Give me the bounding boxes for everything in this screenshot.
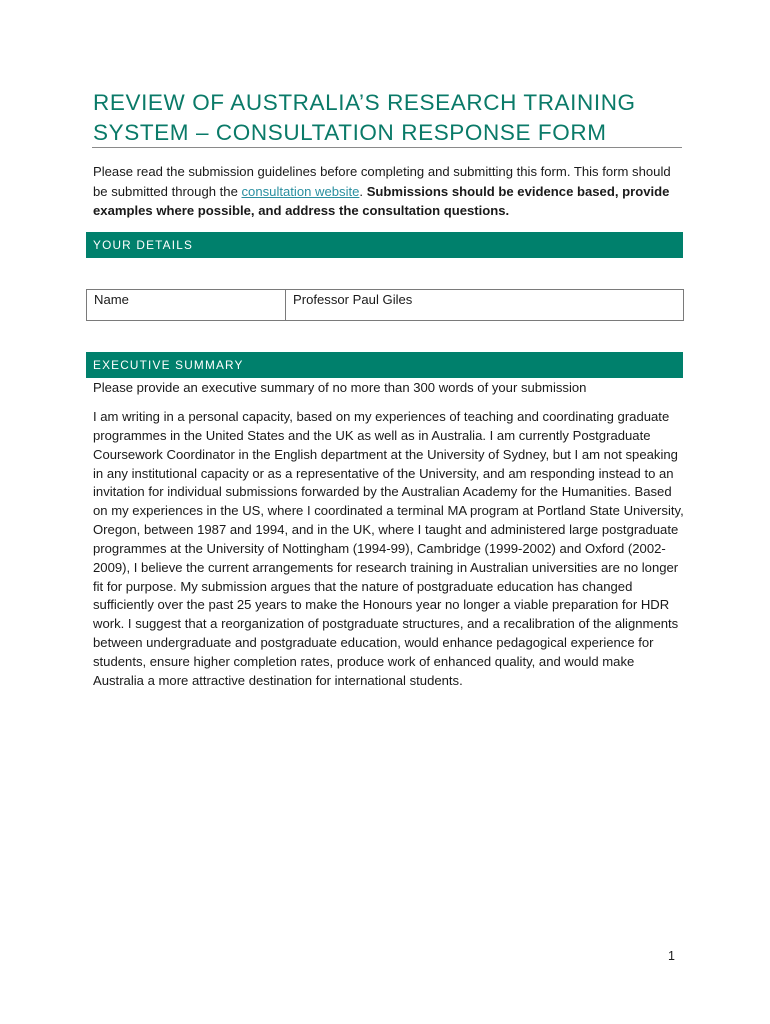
name-label: Name — [87, 290, 286, 320]
page-number: 1 — [668, 949, 675, 963]
consultation-website-link[interactable]: consultation website — [241, 183, 360, 199]
summary-prompt: Please provide an executive summary of no more than 300 words of your submission — [93, 380, 587, 395]
intro-paragraph — [93, 162, 688, 221]
intro-bold-text: Submissions should be evidence based, provide examples where possible, and address the consultation questions. — [93, 183, 670, 218]
title-divider — [92, 147, 682, 148]
summary-body[interactable]: I am writing in a personal capacity, based on my experiences of teaching and coordinating graduate programmes in the United States and the UK as well as in Australia. I am currently Postgraduate Coursework Coordinator in the English department at the University of Sydney, but I am not speaking in any institutional capacity or as a representative of the University, and am responding instead to an invitation for individual submissions forwarded by the Australian Academy for the Humanities. Based on my experiences in the US, where I coordinated a terminal MA program at Portland State University, Oregon, between 1987 and 1994, and in the UK, where I taught and administered large postgraduate programmes at the University of Nottingham (1994-99), Cambridge (1999-2002) and Oxford (2002-2009), I believe the current arrangements for research training in Australian universities are no longer fit for purpose. My submission argues that the nature of postgraduate education has changed sufficiently over the past 25 years to make the Honours year no longer a viable preparation for HDR work. I suggest that a reorganization of postgraduate structures, and a recalibration of the alignments between undergraduate and postgraduate education, would enhance pedagogical experience for students, ensure higher completion rates, produce work of enhanced quality, and would make Australia a more attractive destination for international students. — [93, 409, 684, 688]
details-table — [86, 289, 684, 321]
intro-text-after-link: . — [359, 183, 367, 199]
intro-text: Please read the submission guidelines before completing and submitting this form. This form should be submitted through the — [93, 164, 671, 199]
name-field[interactable]: Professor Paul Giles — [293, 292, 413, 307]
page-title: REVIEW OF AUSTRALIA’S RESEARCH TRAINING SYSTEM – CONSULTATION RESPONSE FORM — [93, 90, 636, 145]
your-details-heading: YOUR DETAILS — [86, 232, 683, 258]
executive-summary-heading: EXECUTIVE SUMMARY — [86, 352, 683, 378]
